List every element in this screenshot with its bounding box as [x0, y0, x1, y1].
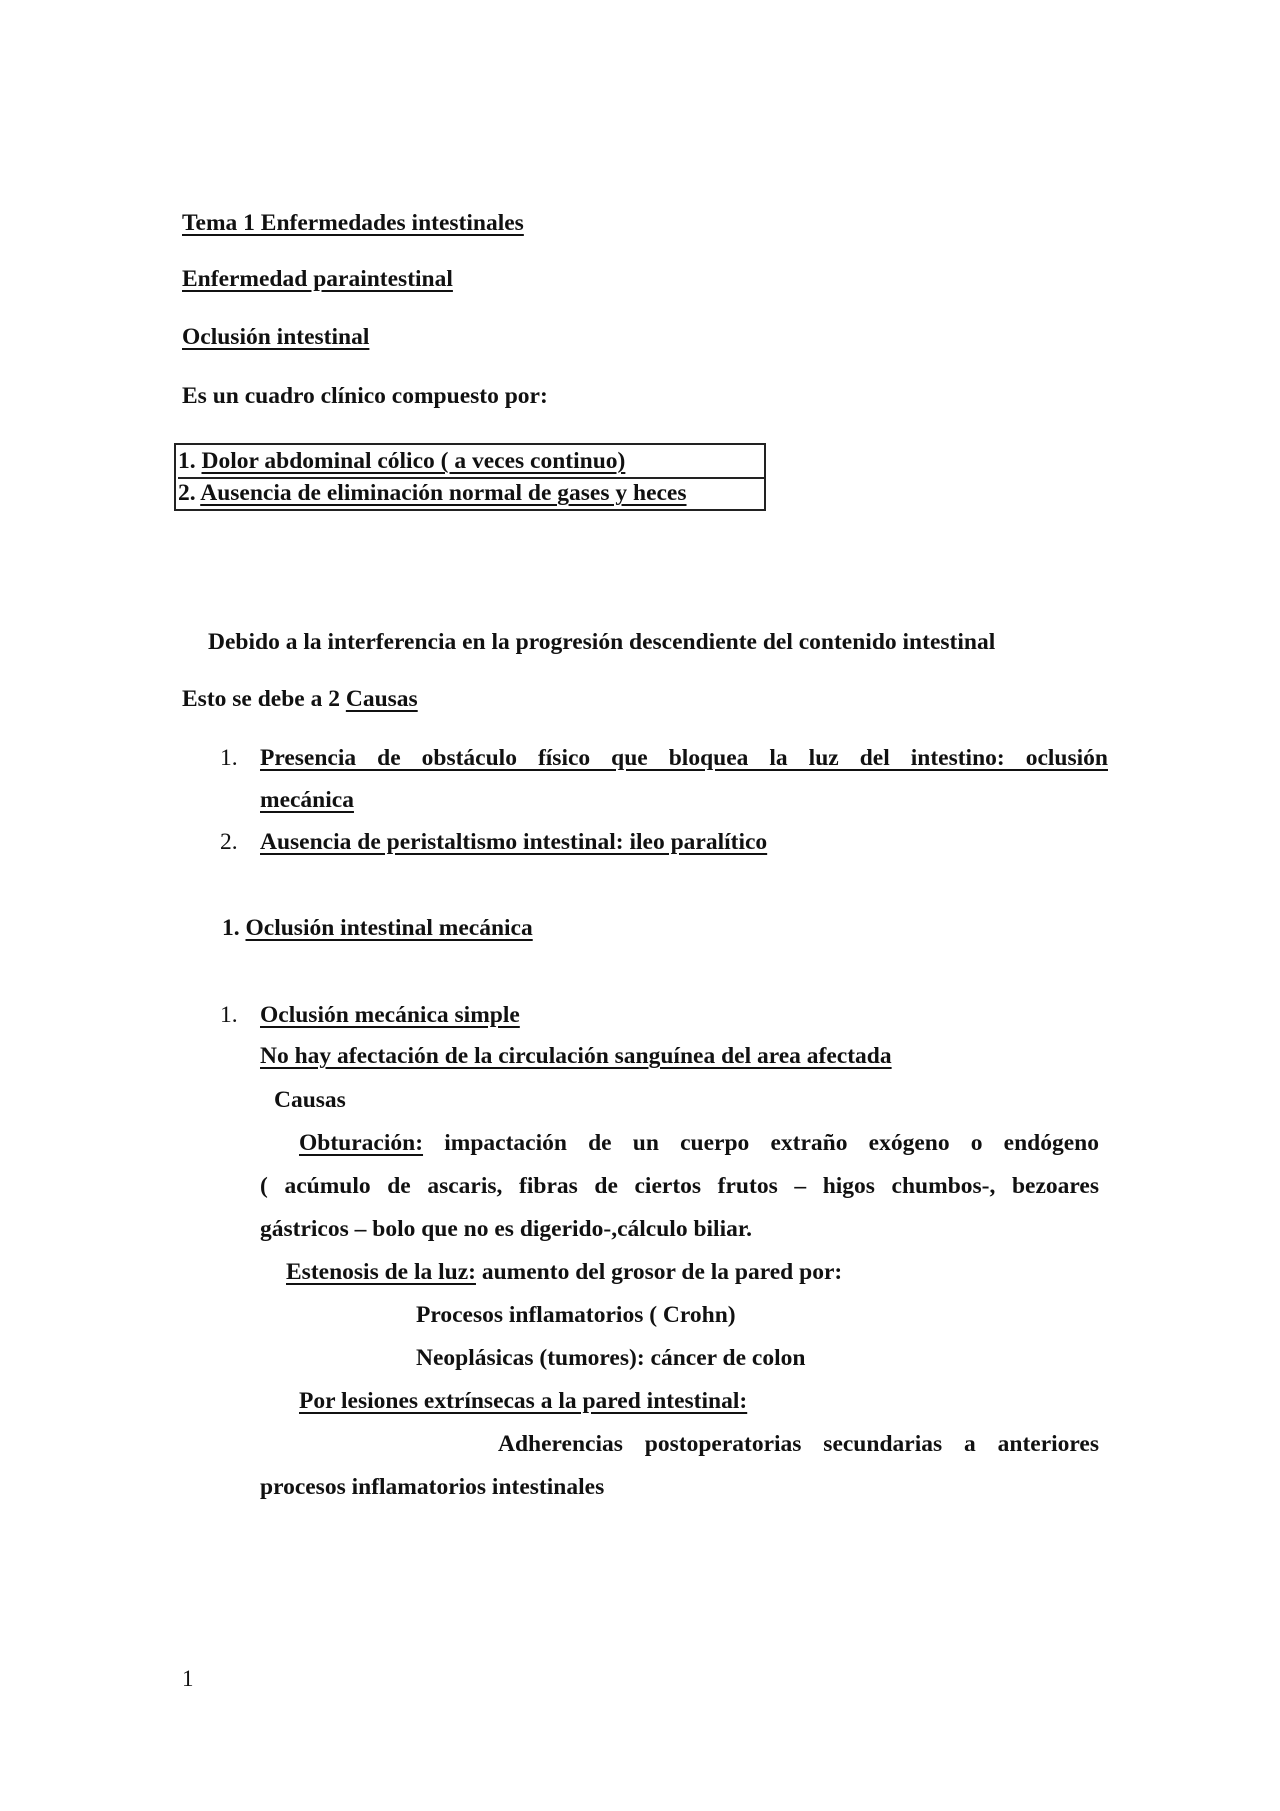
obturacion-text: impactación de un cuerpo extraño exógeno o endógeno [444, 1130, 1099, 1156]
row-number: 1. [178, 448, 196, 474]
table-row [178, 446, 764, 479]
intro-text: Es un cuadro clínico compuesto por: [182, 383, 548, 409]
causes-intro [182, 684, 418, 714]
subsection-heading [222, 913, 533, 943]
causes-word: Causas [345, 686, 418, 712]
document-title: Tema 1 Enfermedades intestinales [182, 210, 524, 236]
section-heading: Oclusión intestinal [182, 324, 370, 350]
obturacion-line1 [299, 1128, 1099, 1158]
subsection-number: 1. [222, 915, 240, 941]
list-number: 1. [220, 1002, 238, 1028]
causas-label: Causas [274, 1087, 346, 1113]
cause-item-1-line2: mecánica [260, 787, 354, 813]
list-number: 2. [220, 829, 238, 855]
estenosis-label: Estenosis de la luz: [286, 1259, 476, 1285]
lesiones-label: Por lesiones extrínsecas a la pared intestinal: [299, 1388, 748, 1414]
causes-intro-text: Esto se debe a 2 [182, 686, 340, 712]
obturacion-line3: gástricos – bolo que no es digerido-,cálculo biliar. [260, 1216, 752, 1242]
obturacion-label: Obturación: [299, 1130, 424, 1156]
lesiones-line1: Adherencias postoperatorias secundarias a anteriores [498, 1431, 1099, 1457]
simple-occlusion-title: Oclusión mecánica simple [260, 1002, 520, 1028]
row-number: 2. [178, 480, 196, 506]
estenosis-text: aumento del grosor de la pared por: [481, 1259, 843, 1285]
estenosis-item: Procesos inflamatorios ( Crohn) [416, 1302, 736, 1328]
simple-occlusion-desc: No hay afectación de la circulación sanguínea del area afectada [260, 1043, 892, 1069]
lesiones-line2: procesos inflamatorios intestinales [260, 1474, 605, 1500]
obturacion-line2: ( acúmulo de ascaris, fibras de ciertos frutos – higos chumbos-, bezoares [260, 1173, 1099, 1199]
row-text: Ausencia de eliminación normal de gases y heces [200, 480, 687, 506]
row-text: Dolor abdominal cólico ( a veces continuo) [201, 448, 626, 474]
estenosis-line [286, 1257, 842, 1287]
symptoms-table [174, 443, 766, 511]
cause-item-1-line1: Presencia de obstáculo físico que bloquea la luz del intestino: oclusión [260, 745, 1108, 771]
list-number: 1. [220, 745, 238, 771]
reason-text: Debido a la interferencia en la progresión descendiente del contenido intestinal [208, 629, 996, 655]
cause-item-2: Ausencia de peristaltismo intestinal: ileo paralítico [260, 829, 768, 855]
subsection-title: Oclusión intestinal mecánica [245, 915, 533, 941]
table-row [178, 478, 687, 509]
estenosis-item: Neoplásicas (tumores): cáncer de colon [416, 1345, 806, 1371]
page-number: 1 [182, 1666, 194, 1691]
document-subtitle: Enfermedad paraintestinal [182, 266, 453, 292]
